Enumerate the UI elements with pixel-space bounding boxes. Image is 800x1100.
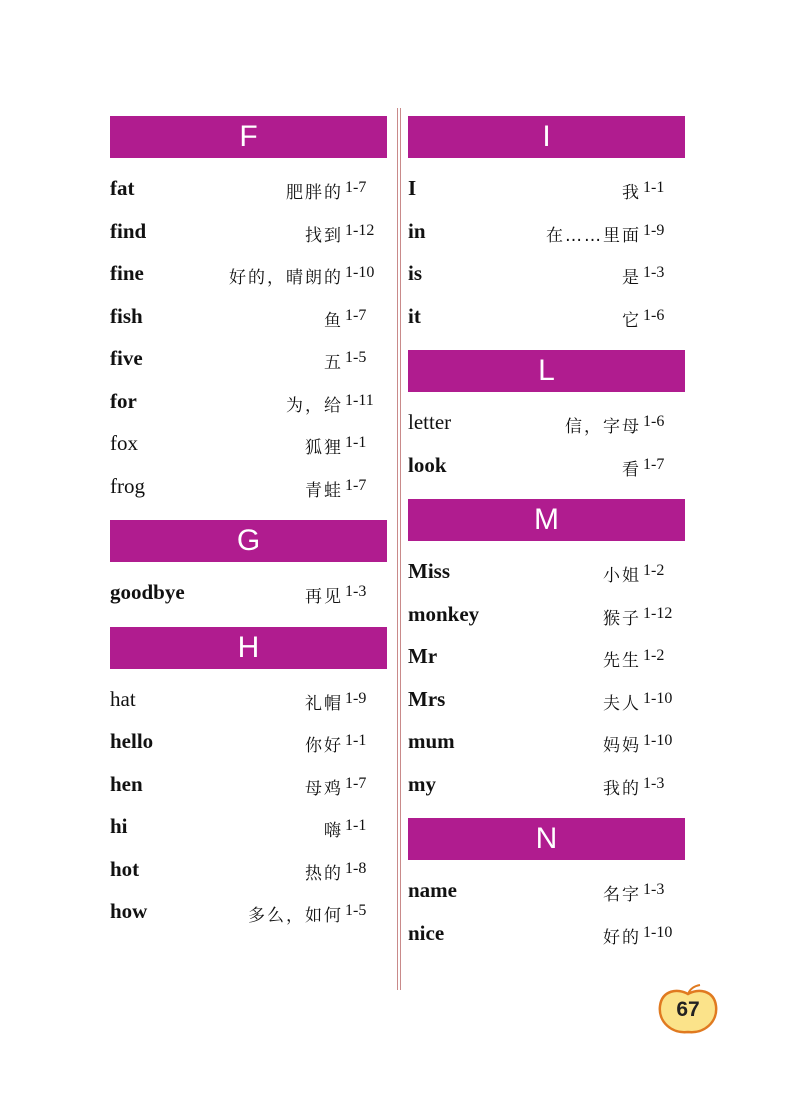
entry-look [408, 445, 685, 488]
entry-meaning: 妈妈 [603, 736, 641, 756]
entry-word: in [408, 218, 426, 243]
section-gap [110, 615, 387, 627]
entry-word: look [408, 452, 447, 477]
entry-meaning: 嗨 [324, 821, 343, 841]
entry-unit: 1-7 [643, 455, 665, 473]
entry-hat [110, 679, 387, 722]
entry-hello [110, 721, 387, 764]
entry-unit: 1-9 [345, 689, 367, 707]
entry-meaning: 先生 [603, 651, 641, 671]
entry-monkey [408, 594, 685, 637]
entry-meaning: 名字 [603, 885, 641, 905]
section-g [110, 520, 387, 615]
entry-unit: 1-5 [345, 349, 367, 366]
entry-meaning: 五 [324, 353, 343, 373]
entry-nice [408, 913, 685, 956]
section-gap [408, 487, 685, 499]
entry-how [110, 891, 387, 934]
entry-list-i [408, 158, 685, 338]
entry-hen [110, 764, 387, 807]
entry-word: fine [110, 261, 144, 285]
entry-meaning: 母鸡 [305, 778, 343, 799]
entry-meaning: 礼帽 [305, 693, 343, 714]
entry-unit: 1-12 [643, 604, 673, 622]
entry-five [110, 338, 387, 381]
entry-goodbye [110, 572, 387, 615]
entry-unit: 1-3 [643, 774, 665, 792]
entry-meaning: 看 [622, 459, 641, 480]
entry-for [110, 381, 387, 424]
section-header-m: M [408, 499, 685, 541]
entry-word: five [110, 346, 143, 370]
entry-meaning: 找到 [305, 225, 343, 246]
entry-meaning: 你好 [305, 736, 343, 756]
entry-word: fat [110, 176, 135, 200]
entry-fox [110, 423, 387, 466]
column-divider [397, 108, 401, 990]
entry-word: fish [110, 303, 143, 328]
section-header-i: I [408, 116, 685, 158]
entry-meaning: 小姐 [603, 566, 641, 586]
section-header-f: F [110, 116, 387, 158]
entry-unit: 1-7 [345, 179, 367, 196]
entry-it [408, 296, 685, 339]
entry-hi [110, 806, 387, 849]
entry-list-h [110, 669, 387, 934]
entry-fine [110, 253, 387, 296]
entry-unit: 1-1 [643, 179, 665, 196]
entry-word: Mrs [408, 686, 446, 711]
entry-meaning: 夫人 [603, 693, 641, 714]
entry-fish [110, 296, 387, 339]
entry-mum [408, 721, 685, 764]
entry-unit: 1-1 [345, 817, 367, 834]
entry-meaning: 我的 [603, 778, 641, 799]
section-gap [408, 338, 685, 350]
section-l [408, 350, 685, 487]
entry-list-f [110, 158, 387, 508]
entry-unit: 1-1 [345, 732, 367, 749]
entry-meaning: 青蛙 [305, 480, 343, 501]
section-f [110, 116, 387, 508]
entry-meaning: 好的 [603, 927, 641, 948]
entry-name [408, 870, 685, 913]
entry-unit: 1-3 [643, 264, 665, 281]
entry-word: hat [110, 686, 136, 711]
entry-word: is [408, 261, 423, 285]
entry-meaning: 热的 [305, 863, 343, 884]
entry-word: hello [110, 729, 154, 753]
entry-word: Mr [408, 644, 438, 668]
right-column [408, 116, 685, 955]
entry-unit: 1-10 [643, 689, 673, 707]
entry-unit: 1-11 [345, 391, 374, 409]
entry-meaning: 我 [622, 183, 641, 203]
entry-word: goodbye [110, 580, 185, 604]
entry-miss [408, 551, 685, 594]
section-header-n: N [408, 818, 685, 860]
entry-meaning: 它 [622, 310, 641, 331]
section-n [408, 818, 685, 955]
entry-unit: 1-1 [345, 434, 367, 451]
entry-list-l [408, 392, 685, 487]
entry-unit: 1-8 [345, 859, 367, 877]
entry-meaning: 为，给 [286, 395, 343, 416]
entry-unit: 1-7 [345, 306, 367, 324]
entry-word: for [110, 388, 137, 413]
entry-word: hot [110, 856, 140, 881]
entry-meaning: 狐狸 [305, 438, 343, 458]
entry-unit: 1-9 [643, 221, 665, 239]
entry-word: hen [110, 771, 143, 796]
entry-in [408, 211, 685, 254]
entry-word: it [408, 303, 421, 328]
entry-word: name [408, 878, 457, 902]
entry-meaning: 再见 [305, 587, 343, 607]
entry-list-n [408, 860, 685, 955]
entry-meaning: 好的，晴朗的 [229, 268, 343, 288]
entry-frog [110, 466, 387, 509]
entry-letter [408, 402, 685, 445]
section-gap [408, 806, 685, 818]
entry-unit: 1-10 [643, 923, 673, 941]
section-i [408, 116, 685, 338]
entry-list-g [110, 562, 387, 615]
entry-unit: 1-3 [643, 881, 665, 898]
entry-meaning: 多么，如何 [248, 906, 343, 926]
section-header-h: H [110, 627, 387, 669]
entry-word: how [110, 899, 148, 923]
section-header-g: G [110, 520, 387, 562]
entry-meaning: 猴子 [603, 608, 641, 629]
entry-meaning: 鱼 [324, 310, 343, 331]
entry-word: frog [110, 473, 145, 498]
entry-word: I [408, 176, 417, 200]
entry-unit: 1-5 [345, 902, 367, 919]
page-number-badge [656, 984, 720, 1036]
entry-hot [110, 849, 387, 892]
entry-is [408, 253, 685, 296]
entry-find [110, 211, 387, 254]
section-header-l: L [408, 350, 685, 392]
section-gap [110, 508, 387, 520]
entry-unit: 1-7 [345, 476, 367, 494]
entry-word: nice [408, 920, 445, 945]
entry-meaning: 肥胖的 [286, 183, 343, 203]
entry-fat [110, 168, 387, 211]
entry-unit: 1-7 [345, 774, 367, 792]
entry-mrs [408, 679, 685, 722]
entry-unit: 1-6 [643, 306, 665, 324]
entry-list-m [408, 541, 685, 806]
entry-word: find [110, 218, 147, 243]
entry-word: fox [110, 431, 138, 455]
entry-unit: 1-6 [643, 413, 665, 430]
entry-meaning: 在……里面 [546, 225, 641, 246]
entry-word: mum [408, 729, 455, 753]
entry-my [408, 764, 685, 807]
entry-meaning: 信，字母 [565, 417, 641, 437]
entry-word: my [408, 771, 436, 796]
entry-unit: 1-2 [643, 562, 665, 579]
entry-meaning: 是 [622, 268, 641, 288]
entry-word: hi [110, 814, 128, 838]
entry-unit: 1-10 [345, 264, 375, 281]
entry-unit: 1-3 [345, 583, 367, 600]
entry-word: Miss [408, 559, 450, 583]
entry-mr [408, 636, 685, 679]
left-column [110, 116, 387, 934]
section-h [110, 627, 387, 934]
entry-word: letter [408, 410, 452, 434]
section-m [408, 499, 685, 806]
entry-unit: 1-10 [643, 732, 673, 749]
entry-word: monkey [408, 601, 480, 626]
page-number: 67 [676, 998, 700, 1021]
entry-unit: 1-12 [345, 221, 375, 239]
entry-unit: 1-2 [643, 647, 665, 664]
entry-i [408, 168, 685, 211]
